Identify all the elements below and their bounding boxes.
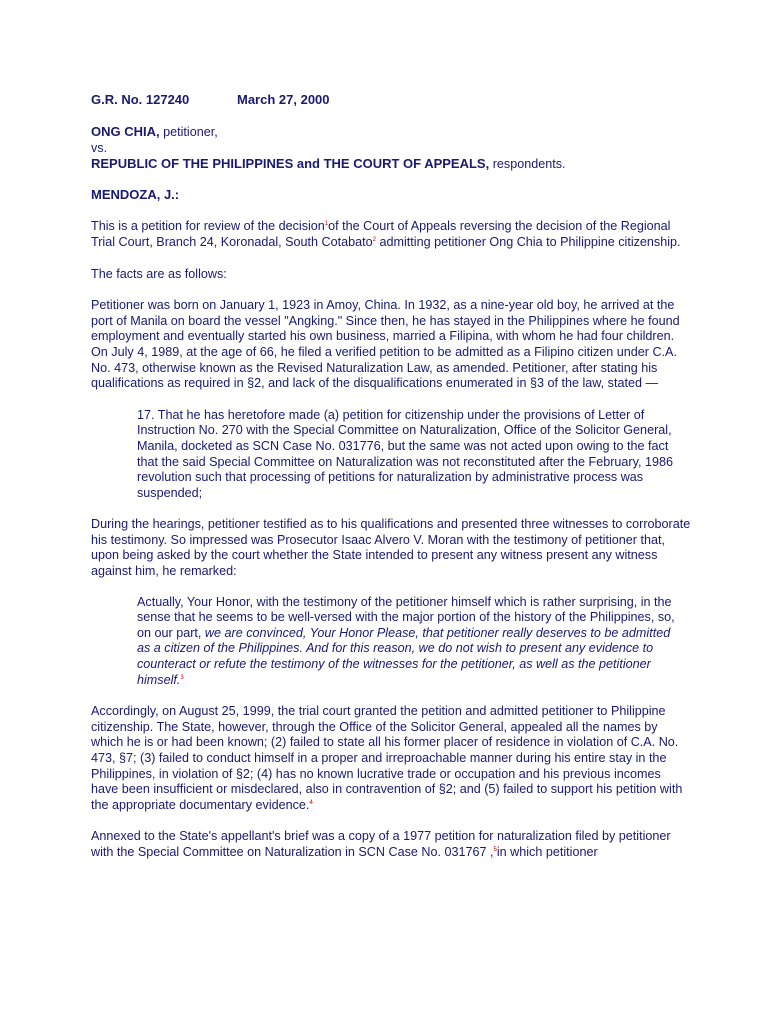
footnote-2[interactable]: 2: [372, 236, 376, 243]
paragraph-trial-court: [91, 704, 691, 813]
petitioner-name: ONG CHIA,: [91, 124, 160, 139]
intro-text-b: of the Court of Appeals reversing the decision of the Regional Trial Court, Branch 24, Koronadal, South Cotabato: [91, 219, 671, 249]
remark-italic: we are convinced, Your Honor Please, that petitioner really deserves to be admitted as a citizen of the Philippines. And for this reason, we do not wish to present any evidence to counteract or refute the testimony of the witnesses for the petitioner, as well as the petitioner himself.: [137, 625, 671, 687]
respondents-line: [91, 156, 691, 173]
paragraph-hearings: During the hearings, petitioner testified as to his qualifications and presented three witnesses to corroborate his testimony. So impressed was Prosecutor Isaac Alvero V. Moran with the testimony of petitioner that, upon being asked by the court whether the State intended to present any witness present any witness against him, he remarked:: [91, 517, 691, 579]
case-document: [91, 92, 691, 861]
paragraph-facts-heading: The facts are as follows:: [91, 266, 227, 281]
quoted-allegation: 17. That he has heretofore made (a) petition for citizenship under the provisions of Letter of Instruction No. 270 with the Special Committee on Naturalization, Office of the Solicitor General, Manila, docketed as SCN Case No. 031776, but the same was not acted upon owing to the fact that the said Special Committee on Naturalization was not reconstituted after the February, 1986 revolution such that processing of petitions for naturalization by administrative process was suspended;: [137, 407, 673, 500]
ponente: MENDOZA, J.:: [91, 186, 180, 202]
versus-line: vs.: [91, 140, 108, 155]
footnote-3[interactable]: 3: [180, 674, 184, 681]
respondents-name: REPUBLIC OF THE PHILIPPINES and THE COURT OF APPEALS,: [91, 156, 490, 172]
paragraph-annexed: [91, 829, 691, 860]
case-date: March 27, 2000: [237, 92, 330, 107]
remark-plain: Actually, Your Honor, with the testimony of the petitioner himself which is rather surprising, in the sense that he seems to be well-versed with the major portion of the history of the Philippines, so, on our part,: [137, 594, 675, 640]
footnote-5[interactable]: 5: [493, 846, 497, 853]
quoted-prosecutor-remark: [137, 595, 687, 689]
footnote-4[interactable]: 4: [309, 799, 313, 806]
petitioner-role: petitioner,: [159, 125, 218, 139]
annexed-text-b: in which petitioner: [496, 844, 598, 859]
case-number: G.R. No. 127240: [91, 92, 190, 107]
intro-text-c: admitting petitioner Ong Chia to Philippine citizenship.: [376, 234, 681, 249]
case-caption: [91, 92, 691, 110]
footnote-1[interactable]: 1: [324, 221, 329, 228]
respondents-role: respondents.: [489, 157, 566, 172]
annexed-text-a: Annexed to the State's appellant's brief was a copy of a 1977 petition for naturalization filed by petitioner with the Special Committee on Naturalization in SCN Case No. 031767 ,: [91, 829, 671, 859]
petitioner-line: [91, 124, 691, 141]
paragraph-background: Petitioner was born on January 1, 1923 in Amoy, China. In 1932, as a nine-year old boy, he arrived at the port of Manila on board the vessel "Angking." Since then, he has stayed in the Philippines where he found employment and eventually started his own business, married a Filipina, with whom he had four children. On July 4, 1989, at the age of 66, he filed a verified petition to be admitted as a Filipino citizen under C.A. No. 473, otherwise known as the Revised Naturalization Law, as amended. Petitioner, after stating his qualifications as required in §2, and lack of the disqualifications enumerated in §3 of the law, stated —: [91, 298, 680, 391]
trial-court-text: Accordingly, on August 25, 1999, the trial court granted the petition and admitted petitioner to Philippine citizenship. The State, however, through the Office of the Solicitor General, appealed all the names by which he is or had been known; (2) failed to state all his former placer of residence in violation of C.A. No. 473, §7; (3) failed to conduct himself in a proper and irreproachable manner during his entire stay in the Philippines, in violation of §2; (4) has no known lucrative trade or occupation and his previous incomes have been insufficient or misdeclared, also in contravention of §2; and (5) failed to support his petition with the appropriate documentary evidence.: [91, 704, 683, 812]
paragraph-intro: [91, 219, 691, 250]
intro-text-a: This is a petition for review of the decision: [91, 219, 325, 234]
